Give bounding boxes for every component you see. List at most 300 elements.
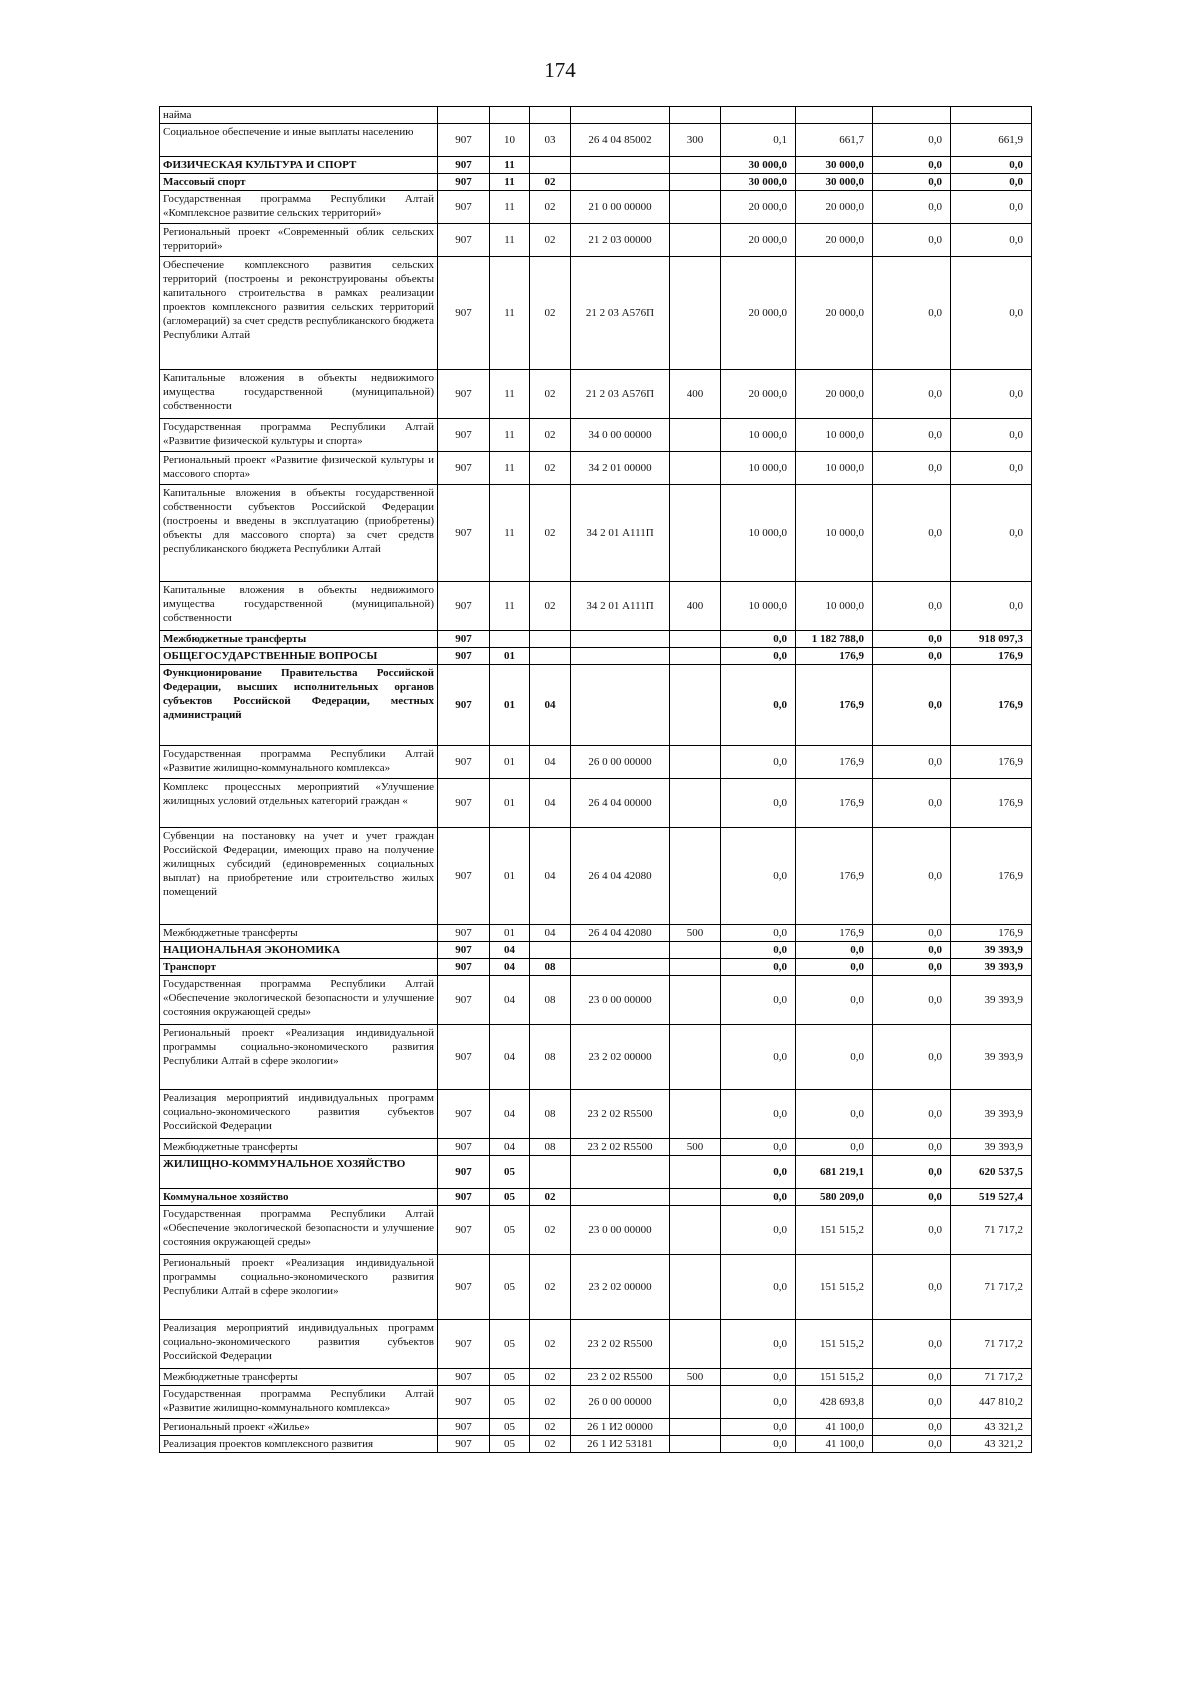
cell-subsection-code: 03 (530, 124, 571, 157)
cell-section-code: 11 (490, 582, 530, 631)
page-number: 174 (544, 58, 576, 82)
cell-amount-2: 151 515,2 (796, 1320, 873, 1369)
cell-target-article: 26 4 04 42080 (571, 925, 670, 942)
cell-expense-type (670, 1419, 721, 1436)
cell-amount-2: 428 693,8 (796, 1386, 873, 1419)
table-row (160, 1189, 1032, 1206)
cell-ministry-code: 907 (438, 665, 490, 746)
cell-target-article: 23 2 02 R5500 (571, 1090, 670, 1139)
cell-expense-type (670, 191, 721, 224)
cell-amount-3: 0,0 (873, 1369, 951, 1386)
cell-amount-1: 0,0 (721, 959, 796, 976)
cell-amount-3: 0,0 (873, 191, 951, 224)
cell-amount-4: 43 321,2 (951, 1436, 1032, 1453)
cell-amount-2: 176,9 (796, 779, 873, 828)
cell-ministry-code: 907 (438, 257, 490, 370)
cell-ministry-code: 907 (438, 124, 490, 157)
cell-amount-4: 43 321,2 (951, 1419, 1032, 1436)
cell-target-article: 21 2 03 А576П (571, 257, 670, 370)
table-row (160, 828, 1032, 925)
cell-amount-2: 10 000,0 (796, 419, 873, 452)
cell-subsection-code: 04 (530, 665, 571, 746)
cell-target-article: 23 2 02 R5500 (571, 1320, 670, 1369)
cell-subsection-code: 02 (530, 452, 571, 485)
cell-subsection-code (530, 631, 571, 648)
cell-subsection-code: 08 (530, 1025, 571, 1090)
cell-target-article: 23 2 02 R5500 (571, 1369, 670, 1386)
cell-amount-4: 176,9 (951, 665, 1032, 746)
table-row (160, 1436, 1032, 1453)
cell-section-code: 11 (490, 191, 530, 224)
cell-description: Государственная программа Республики Алтай «Развитие жилищно-коммунального комплекса» (160, 1386, 438, 1419)
cell-section-code (490, 631, 530, 648)
cell-description: найма (160, 107, 438, 124)
cell-expense-type (670, 1206, 721, 1255)
cell-section-code: 11 (490, 174, 530, 191)
cell-subsection-code: 02 (530, 419, 571, 452)
cell-amount-4: 620 537,5 (951, 1156, 1032, 1189)
cell-amount-2: 681 219,1 (796, 1156, 873, 1189)
table-row (160, 191, 1032, 224)
cell-ministry-code (438, 107, 490, 124)
cell-amount-4: 0,0 (951, 224, 1032, 257)
cell-amount-2: 41 100,0 (796, 1419, 873, 1436)
table-row (160, 224, 1032, 257)
cell-subsection-code: 08 (530, 976, 571, 1025)
cell-target-article: 26 4 04 00000 (571, 779, 670, 828)
cell-expense-type (670, 1189, 721, 1206)
cell-subsection-code: 08 (530, 1090, 571, 1139)
table-row (160, 959, 1032, 976)
cell-section-code: 11 (490, 224, 530, 257)
cell-target-article: 21 2 03 А576П (571, 370, 670, 419)
cell-ministry-code: 907 (438, 648, 490, 665)
cell-description: Реализация мероприятий индивидуальных программ социально-экономического развития субъектов Российской Федерации (160, 1320, 438, 1369)
cell-description: Региональный проект «Развитие физической культуры и массового спорта» (160, 452, 438, 485)
cell-subsection-code: 04 (530, 828, 571, 925)
cell-ministry-code: 907 (438, 419, 490, 452)
cell-amount-1: 0,0 (721, 665, 796, 746)
cell-expense-type (670, 631, 721, 648)
cell-ministry-code: 907 (438, 157, 490, 174)
cell-description: Реализация проектов комплексного развития (160, 1436, 438, 1453)
cell-subsection-code (530, 942, 571, 959)
cell-amount-2: 10 000,0 (796, 582, 873, 631)
cell-target-article: 23 2 02 R5500 (571, 1139, 670, 1156)
cell-section-code: 01 (490, 746, 530, 779)
cell-amount-4: 176,9 (951, 746, 1032, 779)
cell-amount-1: 10 000,0 (721, 452, 796, 485)
cell-subsection-code: 02 (530, 191, 571, 224)
cell-ministry-code: 907 (438, 1090, 490, 1139)
cell-section-code: 05 (490, 1156, 530, 1189)
table-row (160, 452, 1032, 485)
cell-section-code: 01 (490, 665, 530, 746)
cell-amount-1: 0,0 (721, 1320, 796, 1369)
cell-expense-type (670, 174, 721, 191)
cell-amount-2: 580 209,0 (796, 1189, 873, 1206)
cell-subsection-code: 02 (530, 485, 571, 582)
cell-description: Межбюджетные трансферты (160, 925, 438, 942)
cell-ministry-code: 907 (438, 1206, 490, 1255)
table-row (160, 925, 1032, 942)
cell-expense-type (670, 257, 721, 370)
cell-section-code: 05 (490, 1320, 530, 1369)
cell-description: Государственная программа Республики Алтай «Комплексное развитие сельских территорий» (160, 191, 438, 224)
cell-expense-type (670, 746, 721, 779)
cell-amount-2: 176,9 (796, 828, 873, 925)
table-row (160, 746, 1032, 779)
cell-amount-3: 0,0 (873, 631, 951, 648)
cell-subsection-code: 08 (530, 1139, 571, 1156)
cell-expense-type: 400 (670, 370, 721, 419)
cell-target-article: 26 1 И2 53181 (571, 1436, 670, 1453)
cell-section-code: 04 (490, 976, 530, 1025)
cell-amount-2: 20 000,0 (796, 191, 873, 224)
cell-subsection-code: 02 (530, 224, 571, 257)
cell-target-article: 34 2 01 А111П (571, 485, 670, 582)
cell-ministry-code: 907 (438, 224, 490, 257)
cell-expense-type (670, 107, 721, 124)
cell-description: ЖИЛИЩНО-КОММУНАЛЬНОЕ ХОЗЯЙСТВО (160, 1156, 438, 1189)
cell-description: Государственная программа Республики Алтай «Обеспечение экологической безопасности и улучшение состояния окружающей среды» (160, 1206, 438, 1255)
cell-amount-4: 176,9 (951, 828, 1032, 925)
cell-amount-3: 0,0 (873, 779, 951, 828)
cell-amount-2: 1 182 788,0 (796, 631, 873, 648)
cell-ministry-code: 907 (438, 1419, 490, 1436)
cell-amount-3: 0,0 (873, 1189, 951, 1206)
cell-amount-3: 0,0 (873, 746, 951, 779)
cell-amount-4 (951, 107, 1032, 124)
cell-amount-3: 0,0 (873, 942, 951, 959)
cell-amount-1: 20 000,0 (721, 191, 796, 224)
cell-amount-1: 0,0 (721, 1090, 796, 1139)
cell-expense-type (670, 452, 721, 485)
cell-target-article (571, 1189, 670, 1206)
cell-amount-1: 10 000,0 (721, 485, 796, 582)
cell-target-article (571, 107, 670, 124)
table-row (160, 1369, 1032, 1386)
cell-ministry-code: 907 (438, 1320, 490, 1369)
cell-amount-2: 176,9 (796, 925, 873, 942)
cell-amount-1: 0,0 (721, 1436, 796, 1453)
cell-description: Капитальные вложения в объекты государственной собственности субъектов Российской Федерации (построены и введены в эксплуатацию (приобретены) объекты для массового спорта) за счет средств республиканского бюджета Республики Алтай (160, 485, 438, 582)
cell-amount-3: 0,0 (873, 648, 951, 665)
cell-ministry-code: 907 (438, 191, 490, 224)
cell-amount-3: 0,0 (873, 582, 951, 631)
cell-amount-1: 0,0 (721, 648, 796, 665)
cell-amount-3: 0,0 (873, 925, 951, 942)
cell-amount-2: 20 000,0 (796, 224, 873, 257)
cell-amount-2: 10 000,0 (796, 485, 873, 582)
cell-amount-2: 30 000,0 (796, 157, 873, 174)
cell-expense-type: 500 (670, 925, 721, 942)
cell-expense-type (670, 485, 721, 582)
cell-amount-3 (873, 107, 951, 124)
table-row (160, 779, 1032, 828)
cell-amount-2: 176,9 (796, 665, 873, 746)
cell-ministry-code: 907 (438, 1386, 490, 1419)
cell-ministry-code: 907 (438, 485, 490, 582)
cell-amount-4: 0,0 (951, 582, 1032, 631)
cell-description: Региональный проект «Жилье» (160, 1419, 438, 1436)
cell-description: НАЦИОНАЛЬНАЯ ЭКОНОМИКА (160, 942, 438, 959)
budget-table (159, 106, 1032, 1453)
cell-subsection-code: 02 (530, 370, 571, 419)
cell-amount-2: 176,9 (796, 648, 873, 665)
cell-ministry-code: 907 (438, 1139, 490, 1156)
cell-amount-2: 151 515,2 (796, 1255, 873, 1320)
cell-section-code: 05 (490, 1206, 530, 1255)
cell-amount-4: 447 810,2 (951, 1386, 1032, 1419)
cell-description: Капитальные вложения в объекты недвижимого имущества государственной (муниципальной) собственности (160, 370, 438, 419)
cell-amount-4: 39 393,9 (951, 942, 1032, 959)
table-row (160, 648, 1032, 665)
cell-expense-type: 300 (670, 124, 721, 157)
cell-amount-1: 10 000,0 (721, 582, 796, 631)
cell-ministry-code: 907 (438, 1025, 490, 1090)
cell-amount-4: 0,0 (951, 370, 1032, 419)
cell-section-code: 11 (490, 419, 530, 452)
table-row (160, 174, 1032, 191)
cell-subsection-code: 02 (530, 1206, 571, 1255)
cell-ministry-code: 907 (438, 925, 490, 942)
table-row (160, 1206, 1032, 1255)
cell-subsection-code: 02 (530, 1419, 571, 1436)
cell-amount-3: 0,0 (873, 959, 951, 976)
cell-target-article (571, 1156, 670, 1189)
cell-amount-3: 0,0 (873, 257, 951, 370)
table-row (160, 370, 1032, 419)
cell-amount-1: 0,0 (721, 631, 796, 648)
cell-section-code: 11 (490, 452, 530, 485)
cell-amount-2: 0,0 (796, 1025, 873, 1090)
cell-amount-2: 176,9 (796, 746, 873, 779)
cell-section-code: 01 (490, 828, 530, 925)
cell-ministry-code: 907 (438, 582, 490, 631)
cell-amount-1: 30 000,0 (721, 157, 796, 174)
table-row (160, 1419, 1032, 1436)
cell-target-article: 26 4 04 85002 (571, 124, 670, 157)
cell-description: Социальное обеспечение и иные выплаты населению (160, 124, 438, 157)
cell-description: ОБЩЕГОСУДАРСТВЕННЫЕ ВОПРОСЫ (160, 648, 438, 665)
cell-amount-2: 20 000,0 (796, 370, 873, 419)
cell-ministry-code: 907 (438, 1436, 490, 1453)
cell-section-code: 05 (490, 1386, 530, 1419)
cell-amount-2: 151 515,2 (796, 1369, 873, 1386)
cell-subsection-code (530, 157, 571, 174)
cell-amount-2: 0,0 (796, 1139, 873, 1156)
cell-amount-4: 176,9 (951, 648, 1032, 665)
table-row (160, 485, 1032, 582)
table-row (160, 582, 1032, 631)
cell-amount-4: 0,0 (951, 174, 1032, 191)
cell-amount-3: 0,0 (873, 224, 951, 257)
cell-expense-type (670, 665, 721, 746)
cell-amount-1: 0,0 (721, 942, 796, 959)
cell-amount-3: 0,0 (873, 1206, 951, 1255)
cell-target-article (571, 157, 670, 174)
cell-section-code: 01 (490, 925, 530, 942)
cell-expense-type (670, 959, 721, 976)
cell-amount-3: 0,0 (873, 1139, 951, 1156)
table-row (160, 107, 1032, 124)
cell-subsection-code: 02 (530, 1386, 571, 1419)
cell-subsection-code: 04 (530, 746, 571, 779)
cell-expense-type (670, 419, 721, 452)
cell-amount-4: 519 527,4 (951, 1189, 1032, 1206)
cell-amount-3: 0,0 (873, 419, 951, 452)
cell-description: Межбюджетные трансферты (160, 631, 438, 648)
cell-expense-type: 400 (670, 582, 721, 631)
cell-amount-1: 10 000,0 (721, 419, 796, 452)
cell-section-code: 11 (490, 257, 530, 370)
cell-amount-3: 0,0 (873, 1025, 951, 1090)
cell-description: Межбюджетные трансферты (160, 1369, 438, 1386)
cell-ministry-code: 907 (438, 370, 490, 419)
cell-amount-4: 71 717,2 (951, 1320, 1032, 1369)
cell-expense-type (670, 1090, 721, 1139)
cell-subsection-code: 02 (530, 1255, 571, 1320)
cell-subsection-code: 02 (530, 582, 571, 631)
cell-expense-type (670, 1255, 721, 1320)
cell-expense-type (670, 224, 721, 257)
cell-target-article: 26 0 00 00000 (571, 746, 670, 779)
cell-amount-3: 0,0 (873, 665, 951, 746)
cell-ministry-code: 907 (438, 746, 490, 779)
cell-amount-2: 30 000,0 (796, 174, 873, 191)
cell-amount-4: 39 393,9 (951, 976, 1032, 1025)
cell-target-article (571, 174, 670, 191)
cell-description: Региональный проект «Современный облик сельских территорий» (160, 224, 438, 257)
cell-expense-type (670, 976, 721, 1025)
table-row (160, 1156, 1032, 1189)
cell-target-article: 26 0 00 00000 (571, 1386, 670, 1419)
cell-amount-1: 0,1 (721, 124, 796, 157)
table-row (160, 1139, 1032, 1156)
cell-target-article: 23 0 00 00000 (571, 1206, 670, 1255)
cell-subsection-code: 02 (530, 1189, 571, 1206)
cell-description: Межбюджетные трансферты (160, 1139, 438, 1156)
cell-subsection-code: 02 (530, 1369, 571, 1386)
cell-section-code: 10 (490, 124, 530, 157)
cell-amount-3: 0,0 (873, 452, 951, 485)
cell-expense-type (670, 1436, 721, 1453)
table-row (160, 942, 1032, 959)
cell-amount-2 (796, 107, 873, 124)
cell-amount-1: 20 000,0 (721, 224, 796, 257)
cell-amount-1: 0,0 (721, 1419, 796, 1436)
cell-amount-1: 0,0 (721, 1206, 796, 1255)
cell-target-article: 34 0 00 00000 (571, 419, 670, 452)
table-row (160, 1090, 1032, 1139)
cell-section-code: 05 (490, 1369, 530, 1386)
cell-section-code: 11 (490, 370, 530, 419)
cell-amount-3: 0,0 (873, 1090, 951, 1139)
cell-expense-type (670, 1025, 721, 1090)
cell-description: Капитальные вложения в объекты недвижимого имущества государственной (муниципальной) собственности (160, 582, 438, 631)
table-row (160, 1025, 1032, 1090)
cell-expense-type (670, 1386, 721, 1419)
cell-amount-3: 0,0 (873, 1320, 951, 1369)
cell-expense-type (670, 828, 721, 925)
cell-section-code: 04 (490, 959, 530, 976)
cell-amount-1: 0,0 (721, 1025, 796, 1090)
cell-subsection-code (530, 107, 571, 124)
cell-section-code: 04 (490, 1139, 530, 1156)
cell-ministry-code: 907 (438, 1255, 490, 1320)
cell-subsection-code: 08 (530, 959, 571, 976)
cell-amount-1: 30 000,0 (721, 174, 796, 191)
table-row (160, 1255, 1032, 1320)
cell-amount-1 (721, 107, 796, 124)
cell-amount-1: 0,0 (721, 1139, 796, 1156)
table-row (160, 1386, 1032, 1419)
cell-expense-type (670, 779, 721, 828)
cell-amount-2: 661,7 (796, 124, 873, 157)
cell-ministry-code: 907 (438, 452, 490, 485)
cell-description: Региональный проект «Реализация индивидуальной программы социально-экономического развития Республики Алтай в сфере экологии» (160, 1025, 438, 1090)
cell-expense-type (670, 648, 721, 665)
cell-section-code: 05 (490, 1189, 530, 1206)
cell-amount-4: 71 717,2 (951, 1255, 1032, 1320)
cell-subsection-code: 02 (530, 1436, 571, 1453)
cell-target-article: 34 2 01 А111П (571, 582, 670, 631)
cell-description: ФИЗИЧЕСКАЯ КУЛЬТУРА И СПОРТ (160, 157, 438, 174)
cell-amount-4: 0,0 (951, 452, 1032, 485)
cell-section-code: 05 (490, 1436, 530, 1453)
cell-ministry-code: 907 (438, 174, 490, 191)
cell-amount-2: 10 000,0 (796, 452, 873, 485)
cell-amount-4: 0,0 (951, 485, 1032, 582)
cell-target-article (571, 648, 670, 665)
cell-amount-1: 0,0 (721, 746, 796, 779)
cell-amount-1: 0,0 (721, 976, 796, 1025)
cell-amount-4: 0,0 (951, 419, 1032, 452)
cell-subsection-code: 04 (530, 925, 571, 942)
table-row (160, 631, 1032, 648)
cell-amount-2: 0,0 (796, 976, 873, 1025)
cell-section-code: 01 (490, 648, 530, 665)
cell-expense-type: 500 (670, 1139, 721, 1156)
cell-target-article (571, 959, 670, 976)
cell-amount-2: 0,0 (796, 942, 873, 959)
cell-ministry-code: 907 (438, 828, 490, 925)
cell-amount-1: 0,0 (721, 779, 796, 828)
table-row (160, 976, 1032, 1025)
cell-description: Региональный проект «Реализация индивидуальной программы социально-экономического развития Республики Алтай в сфере экологии» (160, 1255, 438, 1320)
cell-amount-1: 20 000,0 (721, 257, 796, 370)
table-row (160, 419, 1032, 452)
cell-target-article (571, 942, 670, 959)
cell-amount-3: 0,0 (873, 1386, 951, 1419)
cell-subsection-code: 02 (530, 257, 571, 370)
cell-description: Субвенции на постановку на учет и учет граждан Российской Федерации, имеющих право на получение жилищных субсидий (единовременных социальных выплат) на приобретение или строительство жилых помещений (160, 828, 438, 925)
cell-subsection-code: 04 (530, 779, 571, 828)
cell-amount-4: 71 717,2 (951, 1369, 1032, 1386)
table-row (160, 665, 1032, 746)
cell-ministry-code: 907 (438, 1189, 490, 1206)
cell-expense-type (670, 1156, 721, 1189)
cell-amount-1: 0,0 (721, 1156, 796, 1189)
cell-amount-3: 0,0 (873, 1419, 951, 1436)
cell-amount-4: 918 097,3 (951, 631, 1032, 648)
cell-amount-3: 0,0 (873, 174, 951, 191)
cell-section-code: 04 (490, 1025, 530, 1090)
cell-target-article (571, 665, 670, 746)
cell-ministry-code: 907 (438, 1369, 490, 1386)
cell-amount-4: 39 393,9 (951, 1025, 1032, 1090)
